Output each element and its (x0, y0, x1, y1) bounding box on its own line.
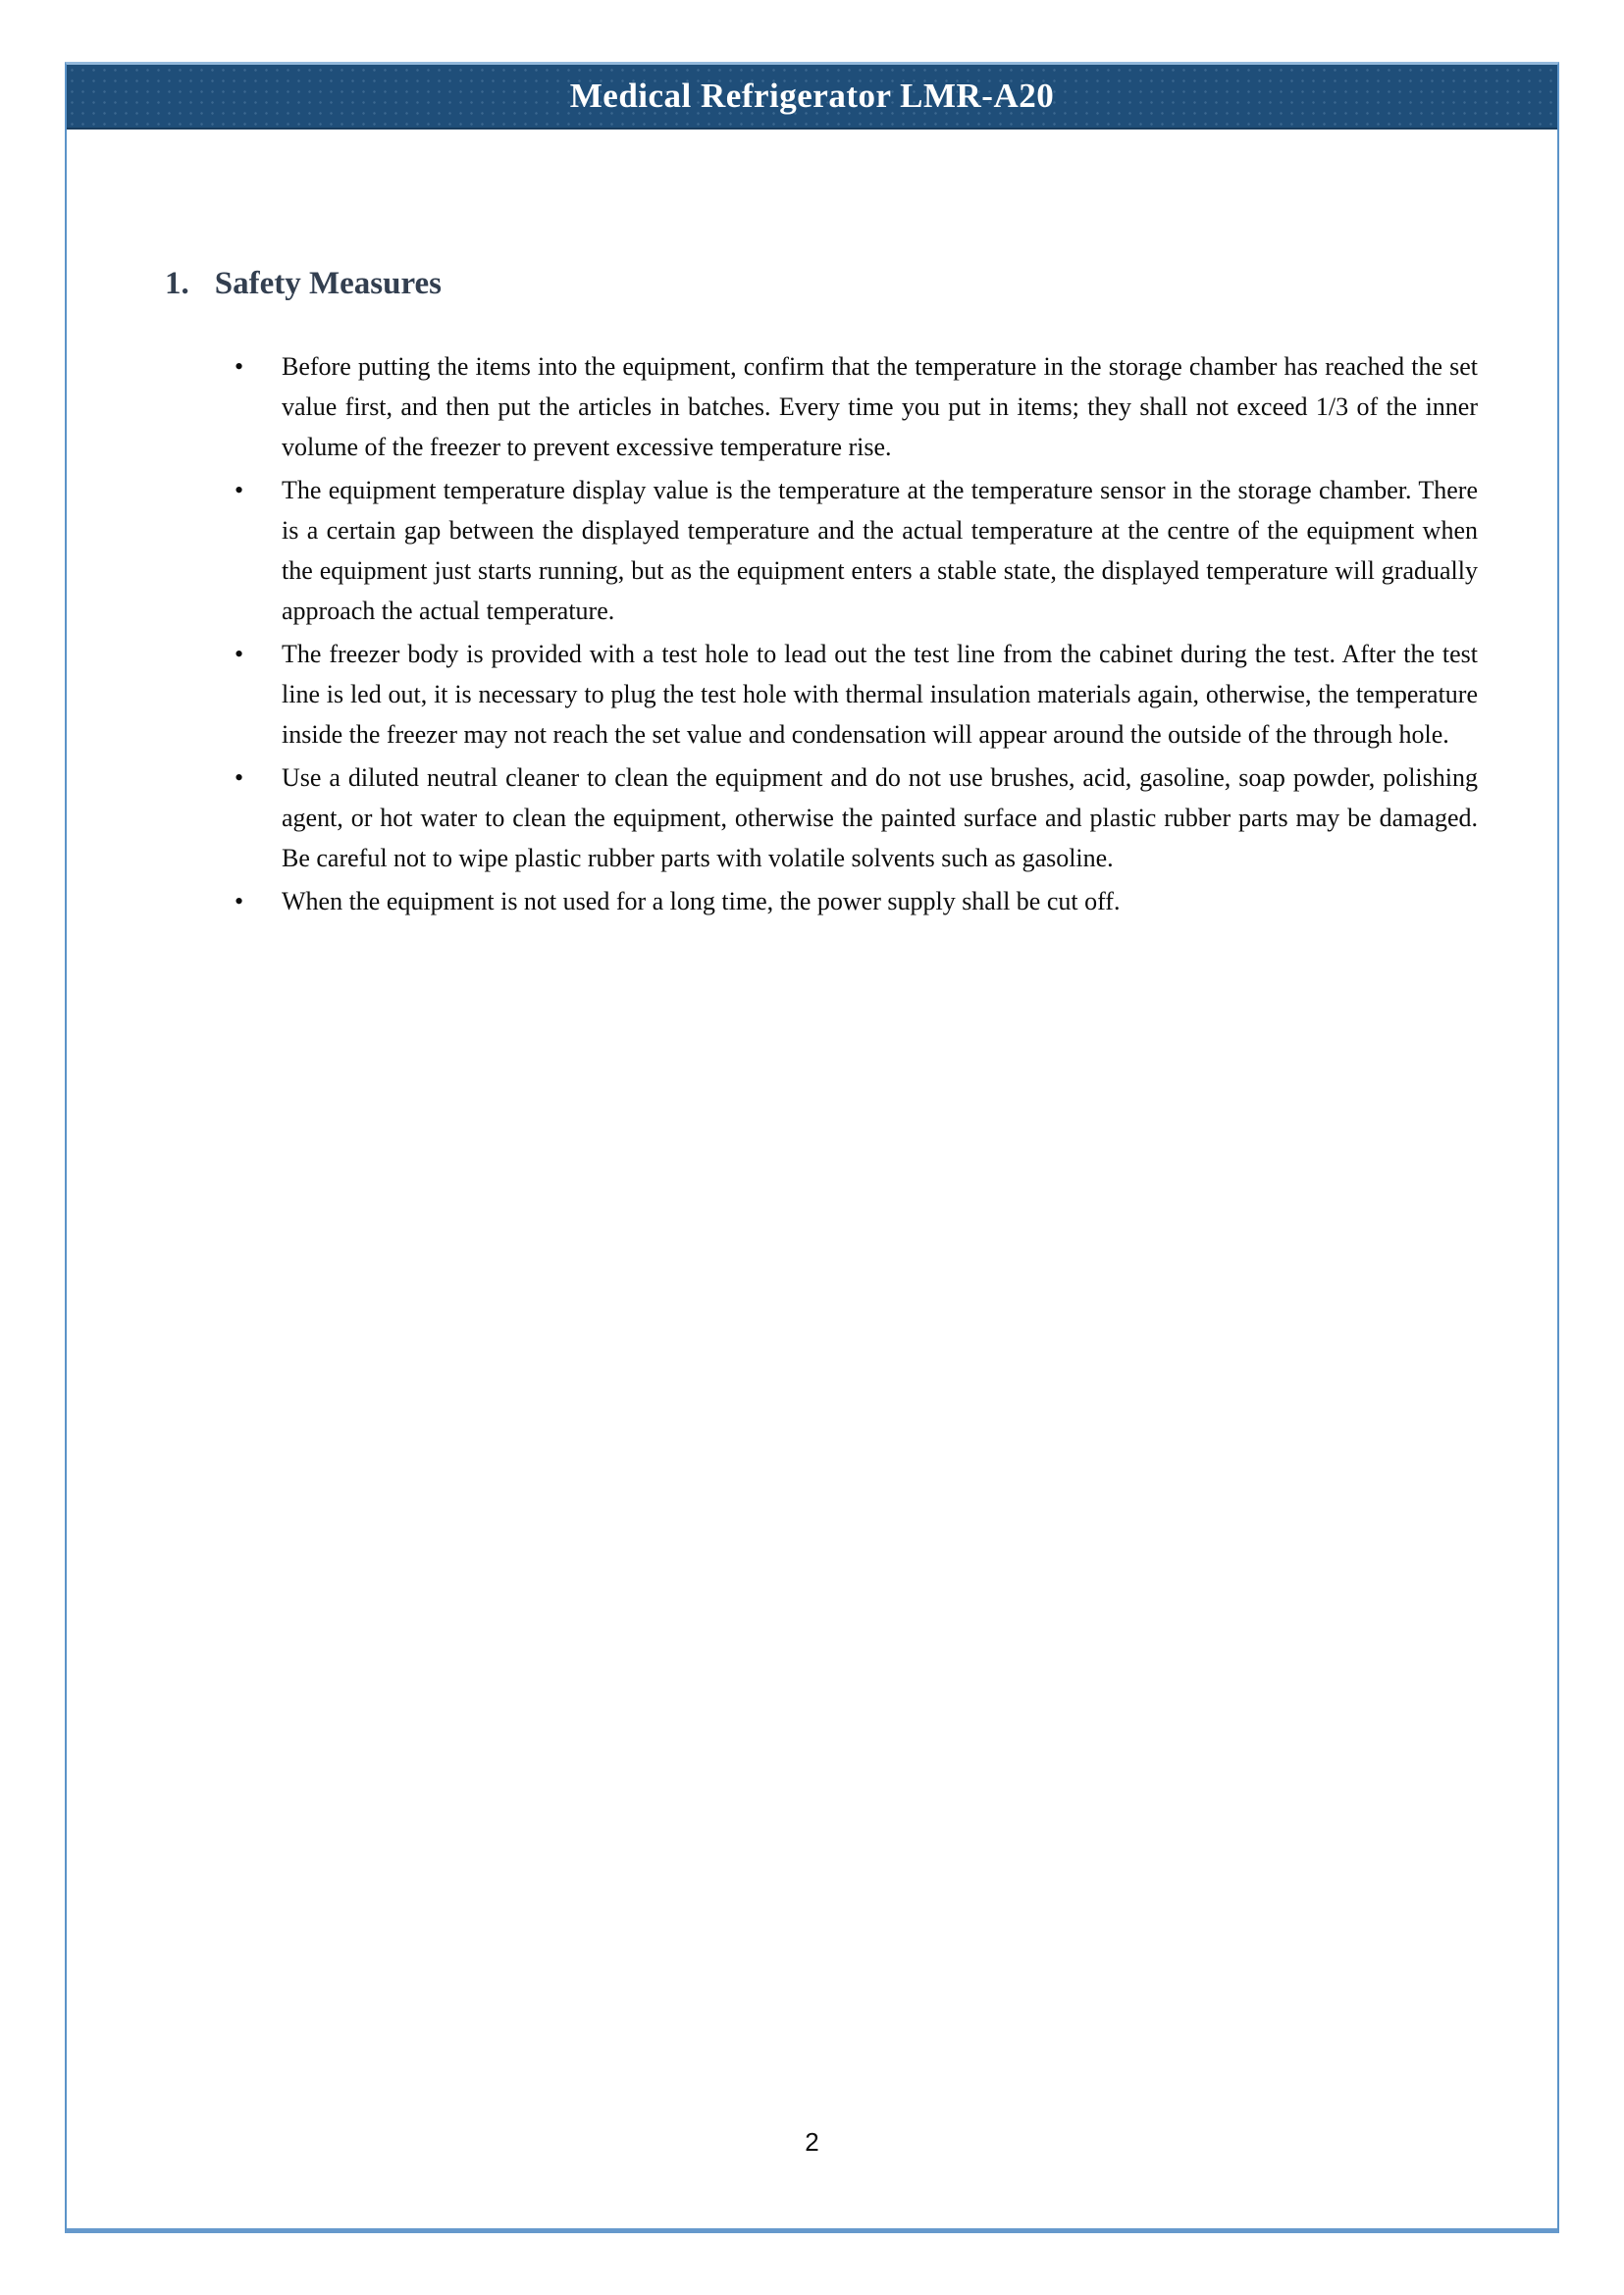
bullet-marker: • (235, 352, 244, 381)
bullet-text: When the equipment is not used for a long time, the power supply shall be cut off. (282, 887, 1121, 915)
bullet-item (235, 757, 1478, 878)
section-number: 1. (165, 266, 189, 301)
bullet-text: The freezer body is provided with a test hole to lead out the test line from the cabinet during the test. After the test line is led out, it is necessary to plug the test hole with thermal insulation materials again, otherwise, the temperature inside the freezer may not reach the set value and condensation will appear around the outside of the through hole. (282, 640, 1478, 749)
bullet-item (235, 470, 1478, 631)
bullet-marker: • (235, 640, 244, 668)
bullet-text: Use a diluted neutral cleaner to clean the equipment and do not use brushes, acid, gasoline, soap powder, polishing agent, or hot water to clean the equipment, otherwise the painted surface and plastic rubber parts may be damaged. Be careful not to wipe plastic rubber parts with volatile solvents such as gasoline. (282, 763, 1478, 872)
bullet-marker: • (235, 476, 244, 504)
bullet-marker: • (235, 763, 244, 792)
document-page (65, 62, 1559, 2233)
section-heading (165, 266, 442, 302)
bullet-item (235, 634, 1478, 755)
page-number: 2 (805, 2127, 819, 2157)
bullet-text: Before putting the items into the equipment, confirm that the temperature in the storage chamber has reached the set value first, and then put the articles in batches. Every time you put in items; they shall not exceed 1/3 of the inner volume of the freezer to prevent excessive temperature rise. (282, 352, 1478, 461)
header-title: Medical Refrigerator LMR-A20 (569, 77, 1055, 115)
bullet-marker: • (235, 887, 244, 915)
page-header (67, 65, 1557, 130)
safety-bullet-list (165, 346, 1478, 924)
section-title: Safety Measures (214, 266, 443, 301)
bullet-item (235, 346, 1478, 467)
bullet-text: The equipment temperature display value is the temperature at the temperature sensor in the storage chamber. There is a certain gap between the displayed temperature and the actual temperature at the centre of the equipment when the equipment just starts running, but as the equipment enters a stable state, the displayed temperature will gradually approach the actual temperature. (282, 476, 1478, 625)
bullet-item (235, 881, 1478, 921)
